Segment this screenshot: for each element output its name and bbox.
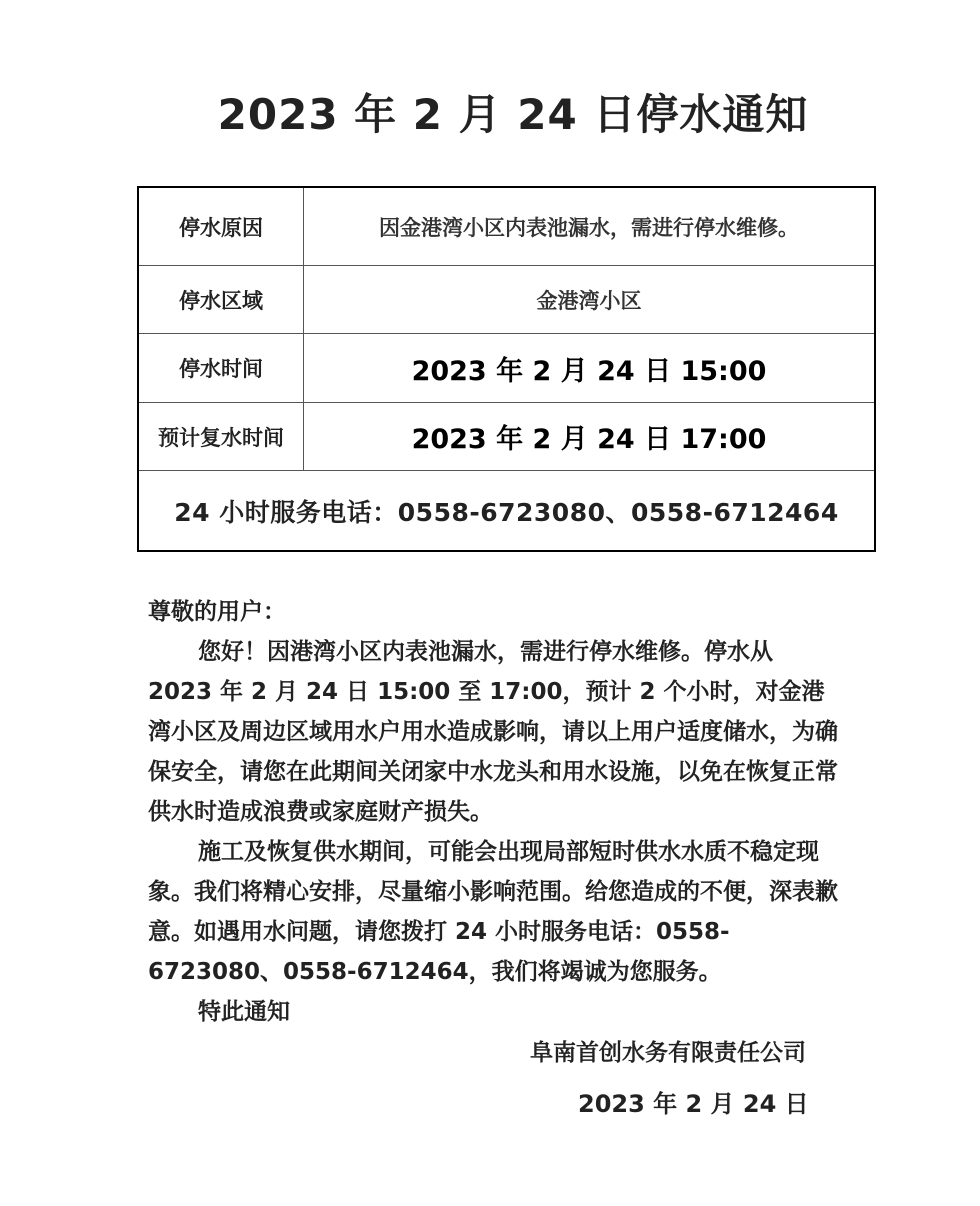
table-row — [138, 403, 875, 471]
company-signature: 阜南首创水务有限责任公司 — [530, 1040, 806, 1066]
service-phone: 24 小时服务电话：0558-6723080、0558-6712464 — [138, 471, 875, 552]
table-row — [138, 187, 875, 266]
notice-body — [148, 592, 838, 1032]
notice-title: 2023 年 2 月 24 日停水通知 — [217, 90, 809, 139]
notice-table — [137, 186, 876, 552]
closing: 特此通知 — [198, 999, 290, 1025]
start-time-label: 停水时间 — [138, 334, 304, 403]
resume-time-label: 预计复水时间 — [138, 403, 304, 471]
greeting: 尊敬的用户： — [148, 599, 286, 625]
start-time-value: 2023 年 2 月 24 日 15:00 — [304, 334, 876, 403]
area-value: 金港湾小区 — [304, 266, 876, 334]
area-label: 停水区域 — [138, 266, 304, 334]
table-row — [138, 471, 875, 552]
table-row — [138, 266, 875, 334]
notice-date: 2023 年 2 月 24 日 — [578, 1090, 809, 1118]
resume-time-value: 2023 年 2 月 24 日 17:00 — [304, 403, 876, 471]
reason-value: 因金港湾小区内表池漏水，需进行停水维修。 — [304, 187, 876, 266]
paragraph-2: 施工及恢复供水期间，可能会出现局部短时供水水质不稳定现象。我们将精心安排，尽量缩小影响范围。给您造成的不便，深表歉意。如遇用水问题，请您拨打 24 小时服务电话：0558-6723080、0558-6712464，我们将竭诚为您服务。 — [148, 839, 838, 985]
table-row — [138, 334, 875, 403]
reason-label: 停水原因 — [138, 187, 304, 266]
paragraph-1: 您好！因港湾小区内表池漏水，需进行停水维修。停水从 2023 年 2 月 24 日 15:00 至 17:00，预计 2 个小时，对金港湾小区及周边区域用水户用水造成影响，请以上用户适度储水，为确保安全，请您在此期间关闭家中水龙头和用水设施，以免在恢复正常供水时造成浪费或家庭财产损失。 — [148, 639, 838, 825]
